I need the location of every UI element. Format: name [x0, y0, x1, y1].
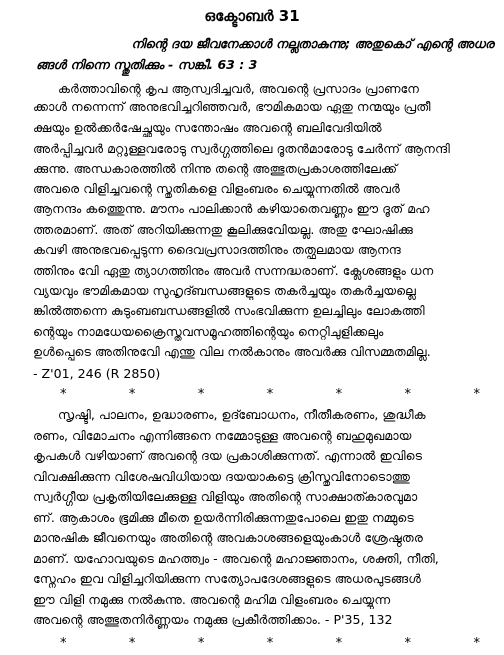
separator-star: * [473, 387, 480, 402]
paragraph-line: ആനന്ദം കത്തെുന്നു. മൗനം പാലിക്കാൻ കഴിയാതെവണ്ണം ഈ ദൂത് മഹ [33, 201, 430, 216]
separator-star: * [197, 636, 205, 651]
paragraph-line: ന്റെയും നാമധേയക്രൈസ്തവസമൂഹത്തിന്റെയും നെറ്റിചുളിക്കലും [33, 324, 384, 339]
separator-star: * [266, 387, 274, 402]
paragraph-1-reference: - Z'01, 246 (R 2850) [33, 366, 161, 381]
paragraph-line: കർത്താവിന്റെ കൃപ ആസ്വദിച്ചവർ, അവന്റെ പ്രസാദം പ്രാണനേ [58, 81, 419, 96]
paragraph-line: ത്തരമാണ്. അത് അറിയിക്കുന്നതു കൂലിക്കുവേിയല്ല. അതു ഘോഷിക്കു [33, 222, 413, 237]
separator-star: * [60, 387, 67, 402]
paragraph-line: ക്കാൾ നന്നെന്ന് അനുഭവിച്ചറിഞ്ഞവർ, ഭൗമികമായ ഏതു നന്മയും പ്രതീ [33, 99, 431, 114]
separator-star: * [266, 636, 274, 651]
separator-star: * [404, 387, 412, 402]
paragraph-line: സൃഷ്ടി, പാലനം, ഉദ്ധാരണം, ഉദ്ബോധനം, നീതീകരണം, ശുദ്ധീക [58, 407, 426, 422]
paragraph-line: വ്യയവും ഭൗമികമായ സുഹൃദ്ബന്ധങ്ങളുടെ തകർച്ചയും തകർച്ചയല്ലെ [33, 283, 416, 298]
separator-star: * [473, 636, 480, 651]
paragraph-line: മാനുഷിക ജീവനെയും അതിന്റെ അവകാശങ്ങളെയുംകാൾ ശ്രേഷ്ഠതര [33, 530, 423, 545]
separator-star: * [335, 387, 343, 402]
paragraph-line: ണ്. ആകാശം ഭൂമിക്കു മീതെ ഉയർന്നിരിക്കുന്നതുപോലെ ഇതു നമ്മുടെ [33, 510, 414, 525]
paragraph-line: ക്കുന്നു. അന്ധകാരത്തിൽ നിന്നു തന്റെ അത്ഭുതപ്രകാശത്തിലേക്ക് [33, 161, 398, 176]
paragraph-line: ങ്കിൽത്തന്നെ കുടുംബബന്ധങ്ങളിൽ സംഭവിക്കുന്ന ഉലച്ചിലും ലോകത്തി [33, 303, 425, 318]
theme-verse-line-2: ങ്ങൾ നിന്നെ സ്തുതിക്കും - സങ്കീ. 63 : 3 [36, 57, 258, 72]
paragraph-line: വിവക്ഷിക്കുന്ന വിശേഷവിധിയായ ദയയാകട്ടെ ക്രിസ്തുവിനോടൊത്തു [33, 469, 410, 484]
separator-star: * [128, 636, 136, 651]
paragraph-line: ത്തിനും വേി ഏതു ത്യാഗത്തിനും അവർ സന്നദ്ധരാണ്. ക്ലേശങ്ങളും ധന [33, 263, 434, 278]
paragraph-line: രണം, വിമോചനം എന്നിങ്ങനെ നമ്മോടുള്ള അവന്റെ ബഹുമുഖമായ [33, 428, 412, 443]
section-separator [60, 388, 480, 402]
paragraph-line: മാണ്. യഹോവയുടെ മഹത്ത്വം - അവന്റെ മഹാജ്ഞാനം, ശക്തി, നീതി, [33, 551, 439, 566]
separator-star: * [335, 636, 343, 651]
paragraph-line: സ്വർഗ്ഗീയ പ്രകൃതിയിലേക്കുള്ള വിളിയും അതിന്റെ സാക്ഷാത്കാരവുമാ [33, 489, 418, 504]
paragraph-line: അർപ്പിച്ചവർ മറ്റുള്ളവരോടു സ്വർഗ്ഗത്തിലെ ദൂതൻമാരോടു ചേർന്ന് ആനന്ദി [33, 141, 450, 156]
paragraph-line: അവരെ വിളിച്ചവന്റെ സ്തുതികളെ വിളംബരം ചെയ്യുന്നതിൽ അവർ [33, 181, 400, 196]
paragraph-line: കൃപകൾ വഴിയാണ് അവന്റെ ദയ പ്രകാശിക്കുന്നത്. എന്നാൽ ഇവിടെ [33, 448, 423, 463]
paragraph-line: കവഴി അനുഭവപ്പെടുന്ന ദൈവപ്രസാദത്തിനും തത്ഫലമായ ആനന്ദ [33, 242, 401, 257]
paragraph-line: അവന്റെ അത്ഭുതനിർണ്ണയം നമുക്കു പ്രകീർത്തിക്കാം. - P'35, 132 [33, 612, 393, 627]
page-title: ഒക്ടോബർ 31 [204, 7, 300, 25]
separator-star: * [197, 387, 205, 402]
paragraph-line: ഈ വിളി നമുക്കു നൽകുന്നു. അവന്റെ മഹിമ വിളംബരം ചെയ്യുന്ന [33, 592, 391, 607]
theme-verse-line-1: നിന്റെ ദയ ജീവനേക്കാൾ നല്ലതാകുന്നു; അതുകൊ് എന്റെ അധര [131, 36, 494, 51]
paragraph-line: ഉൾപ്പെടെ അതിനുവേി എന്തു വില നൽകാനും അവർക്കു വിസമ്മതമില്ല. [33, 344, 431, 359]
paragraph-line: സ്നേഹം ഇവ വിളിച്ചറിയിക്കുന്ന സത്യോപദേശങ്ങളുടെ അധരപുടങ്ങൾ [33, 571, 421, 586]
separator-star: * [404, 636, 412, 651]
separator-star: * [128, 387, 136, 402]
section-separator [60, 637, 480, 651]
paragraph-line: ക്ഷയും ഉൽക്കർഷേച്ഛയും സന്തോഷം അവന്റെ ബലിവേദിയിൽ [33, 120, 382, 135]
separator-star: * [60, 636, 67, 651]
